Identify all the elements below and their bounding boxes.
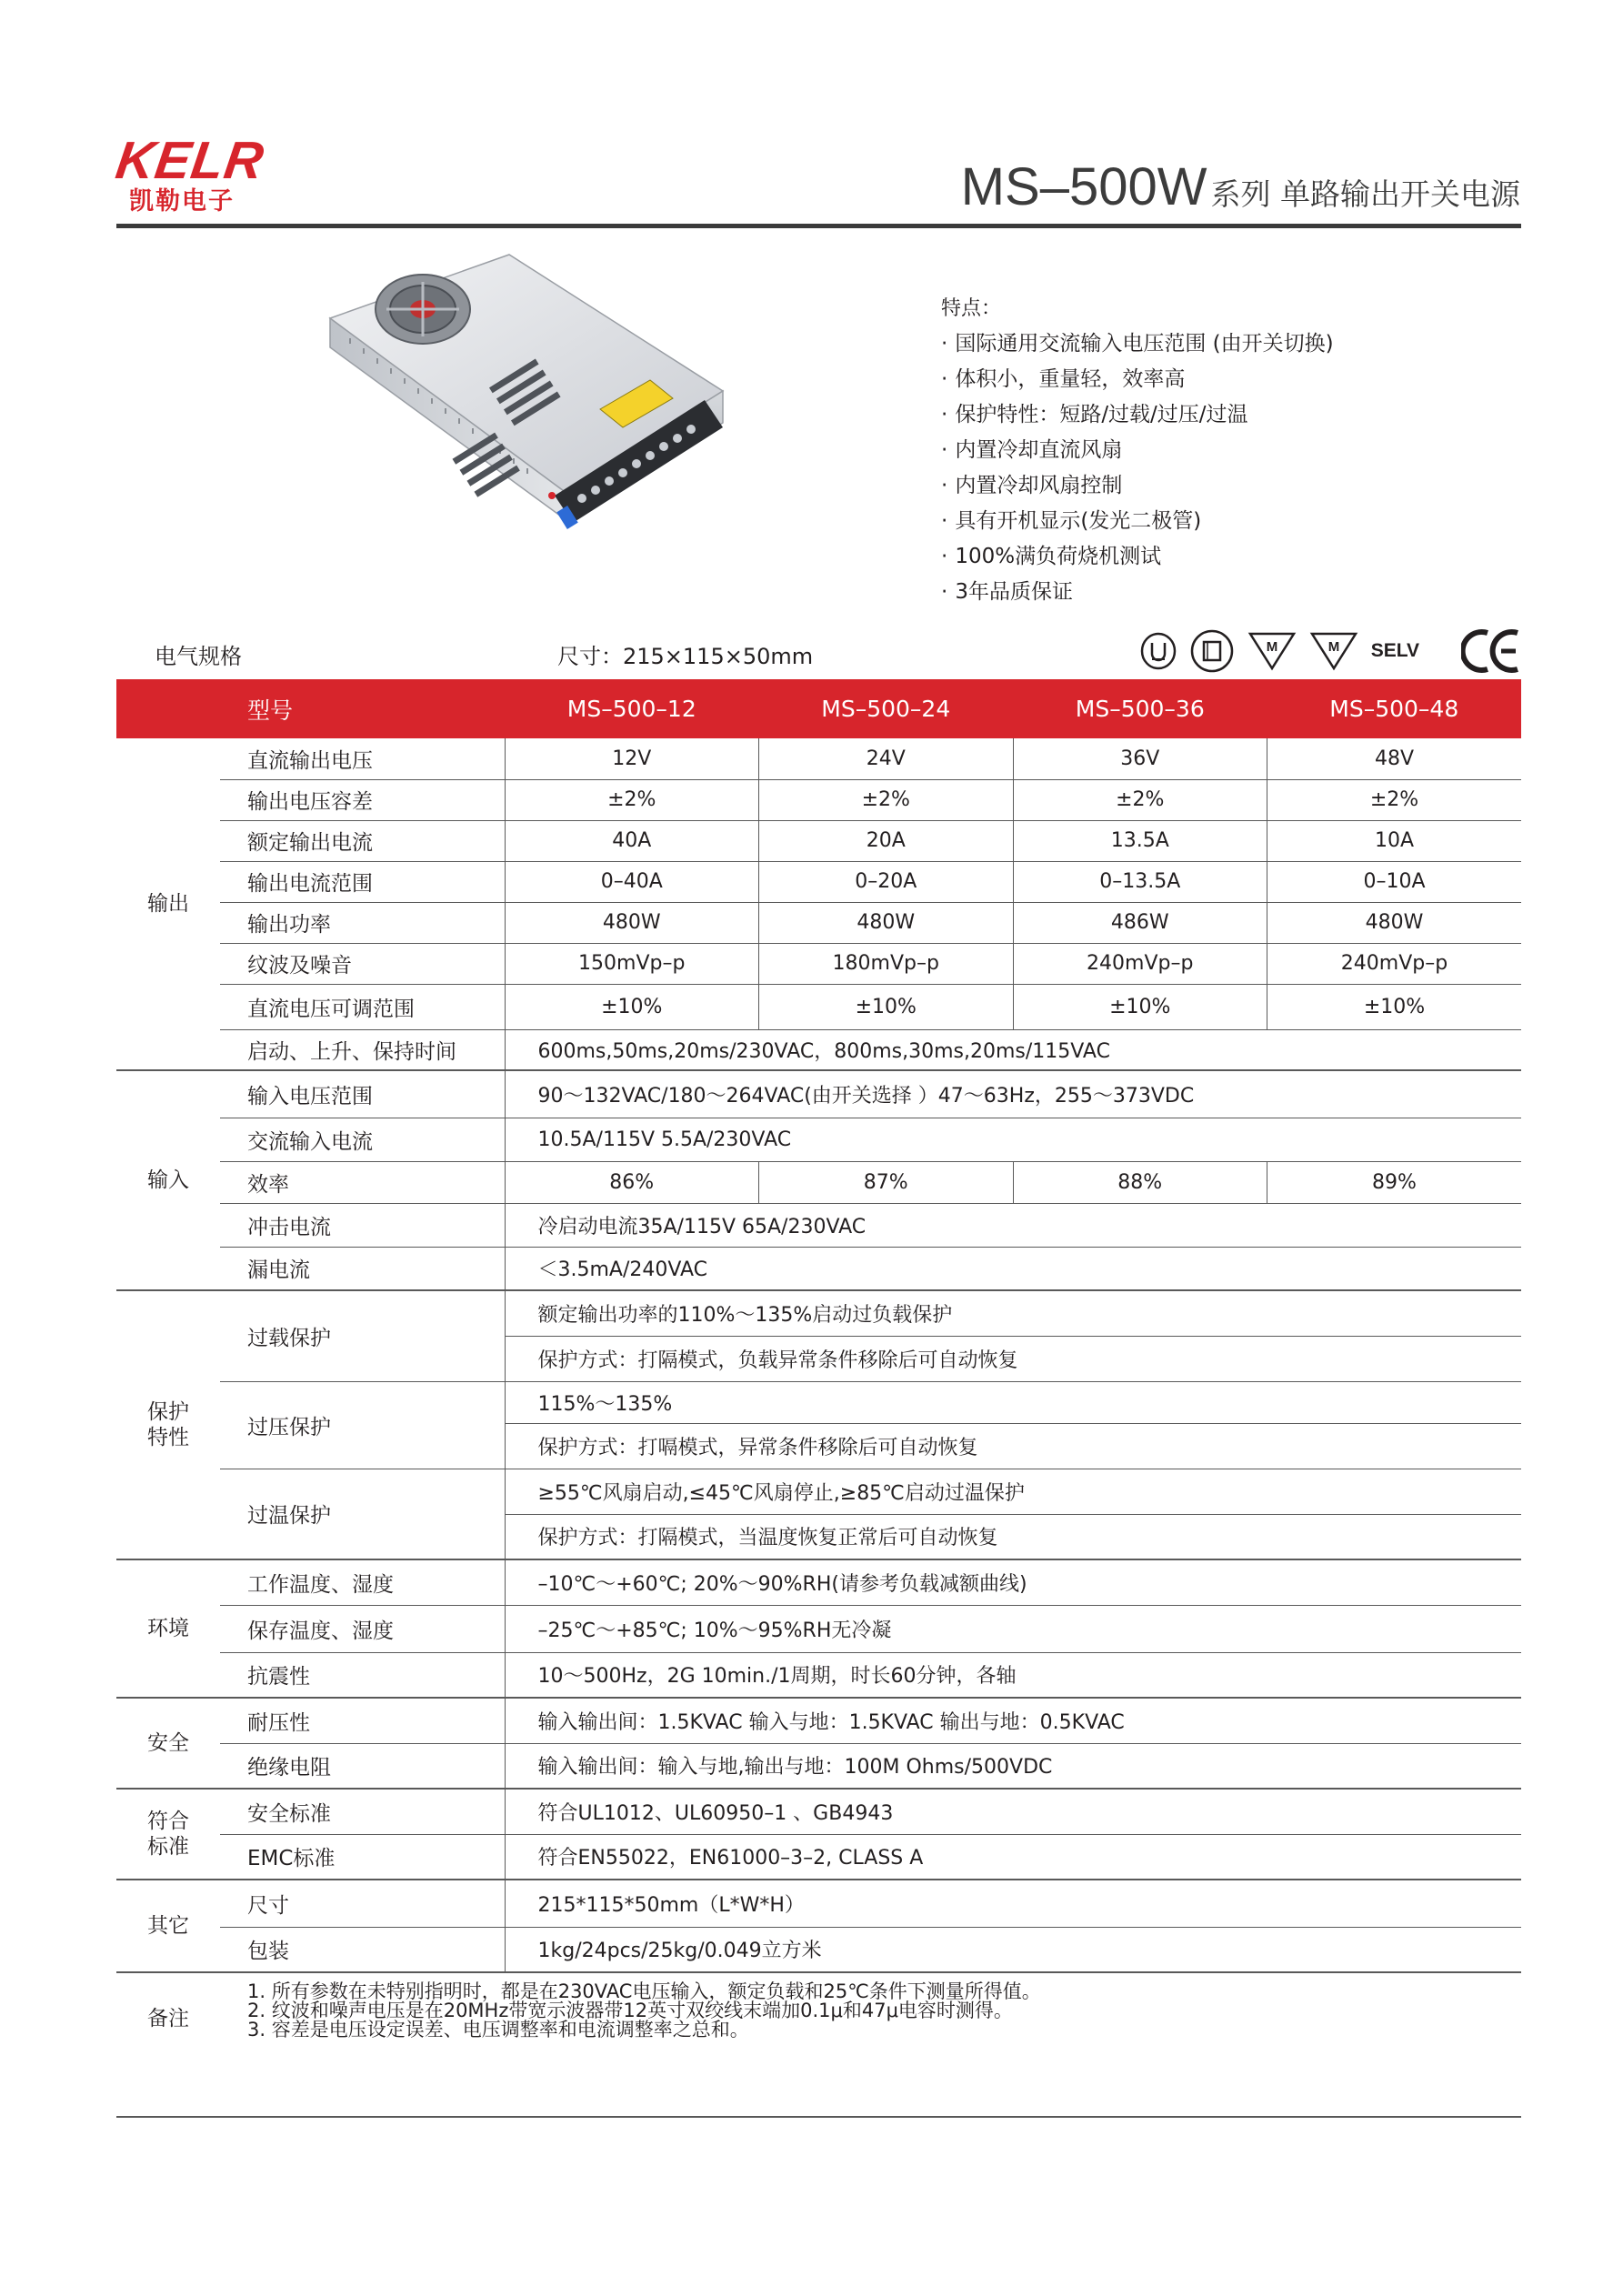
table-row <box>116 1927 1521 1972</box>
feature-item: · 保护特性：短路/过载/过压/过温 <box>941 397 1334 433</box>
header-blank <box>116 679 220 738</box>
cell-value: 冷启动电流35A/115V 65A/230VAC <box>505 1203 1521 1247</box>
table-row <box>116 1290 1521 1336</box>
cell-value: 89% <box>1267 1161 1522 1203</box>
cell-value: 1kg/24pcs/25kg/0.049立方米 <box>505 1927 1521 1972</box>
cell-value: 480W <box>1267 902 1522 943</box>
row-label: 工作温度、湿度 <box>220 1559 505 1605</box>
cell-value: 12V <box>505 738 759 779</box>
table-row <box>116 1698 1521 1743</box>
row-label: 直流电压可调范围 <box>220 984 505 1029</box>
header-model: MS–500–12 <box>505 679 759 738</box>
cell-value: 24V <box>759 738 1014 779</box>
dimension-label: 尺寸：215×115×50mm <box>557 644 814 669</box>
row-label: 输入电压范围 <box>220 1070 505 1118</box>
feature-item: · 国际通用交流输入电压范围 (由开关切换) <box>941 326 1334 362</box>
remarks-text <box>220 1972 1521 2063</box>
group-protection-line1: 保护 <box>147 1400 189 1424</box>
table-row <box>116 1559 1521 1605</box>
cell-value: ±2% <box>759 779 1014 820</box>
cell-value: 保护方式：打隔模式，当温度恢复正常后可自动恢复 <box>505 1514 1521 1559</box>
header-model-label: 型号 <box>220 679 505 738</box>
row-label: 漏电流 <box>220 1247 505 1290</box>
header-model: MS–500–36 <box>1013 679 1267 738</box>
row-label: 过温保护 <box>220 1469 505 1559</box>
footer-divider <box>116 2116 1521 2118</box>
cell-value: 10～500Hz，2G 10min./1周期，时长60分钟，各轴 <box>505 1652 1521 1698</box>
table-row <box>116 1247 1521 1290</box>
row-label: 启动、上升、保持时间 <box>220 1029 505 1070</box>
cell-value: –25℃～+85℃; 10%～95%RH无冷凝 <box>505 1605 1521 1652</box>
page-title <box>961 156 1520 217</box>
cell-value: 215*115*50mm（L*W*H） <box>505 1880 1521 1927</box>
table-row <box>116 902 1521 943</box>
row-label: 额定输出电流 <box>220 820 505 861</box>
feature-item: · 具有开机显示(发光二极管) <box>941 504 1334 539</box>
svg-text:M: M <box>1266 639 1277 655</box>
header-divider <box>116 224 1521 228</box>
cell-value: ±2% <box>1013 779 1267 820</box>
group-output: 输出 <box>116 738 220 1070</box>
cell-value: 输入输出间：输入与地,输出与地：100M Ohms/500VDC <box>505 1743 1521 1789</box>
ul-listed-icon <box>1189 628 1235 674</box>
row-label: 冲击电流 <box>220 1203 505 1247</box>
cell-value: 115%～135% <box>505 1381 1521 1423</box>
cell-value: 10.5A/115V 5.5A/230VAC <box>505 1118 1521 1161</box>
selv-mark: SELV <box>1370 640 1419 661</box>
table-row <box>116 943 1521 984</box>
ce-icon <box>1461 627 1521 675</box>
row-label: 交流输入电流 <box>220 1118 505 1161</box>
row-label: 输出电压容差 <box>220 779 505 820</box>
group-safety: 安全 <box>116 1698 220 1789</box>
cell-value: 0–13.5A <box>1013 861 1267 902</box>
cell-value: ±10% <box>759 984 1014 1029</box>
cell-value: 0–40A <box>505 861 759 902</box>
table-row <box>116 1381 1521 1423</box>
row-label: EMC标准 <box>220 1834 505 1880</box>
row-label: 输出功率 <box>220 902 505 943</box>
table-row <box>116 820 1521 861</box>
group-remarks: 备注 <box>147 2006 189 2030</box>
cell-value: 10A <box>1267 820 1522 861</box>
certification-icons <box>1140 627 1521 675</box>
cell-value: 150mVp–p <box>505 943 759 984</box>
table-row <box>116 1972 1521 2063</box>
row-label: 直流输出电压 <box>220 738 505 779</box>
table-row <box>116 1789 1521 1834</box>
table-row <box>116 779 1521 820</box>
cell-value: 240mVp–p <box>1013 943 1267 984</box>
table-header-row <box>116 679 1521 738</box>
row-label: 保存温度、湿度 <box>220 1605 505 1652</box>
remark-line: 3. 容差是电压设定误差、电压调整率和电流调整率之总和。 <box>247 2019 749 2040</box>
cell-value: 600ms,50ms,20ms/230VAC，800ms,30ms,20ms/115VAC <box>505 1029 1521 1070</box>
row-label: 安全标准 <box>220 1789 505 1834</box>
spec-table <box>116 679 1521 2063</box>
table-row <box>116 1029 1521 1070</box>
remark-line: 1. 所有参数在未特别指明时，都是在230VAC电压输入，额定负载和25℃条件下测量所得值。 <box>247 1980 1041 2002</box>
remark-line: 2. 纹波和噪声电压是在20MHz带宽示波器带12英寸双绞线末端加0.1μ和47μ电容时测得。 <box>247 2000 1013 2021</box>
table-row <box>116 1652 1521 1698</box>
cell-value: 13.5A <box>1013 820 1267 861</box>
cell-value: 87% <box>759 1161 1014 1203</box>
group-other: 其它 <box>116 1880 220 1972</box>
cell-value: 符合EN55022，EN61000–3–2, CLASS A <box>505 1834 1521 1880</box>
cell-value: ±10% <box>505 984 759 1029</box>
group-standards-line2: 标准 <box>147 1835 189 1859</box>
features-list <box>941 291 1334 610</box>
cell-value: 36V <box>1013 738 1267 779</box>
group-standards-line1: 符合 <box>147 1810 189 1833</box>
cell-value: 88% <box>1013 1161 1267 1203</box>
group-environment: 环境 <box>116 1559 220 1698</box>
table-row <box>116 1834 1521 1880</box>
cell-value: –10℃～+60℃; 20%～90%RH(请参考负载减额曲线) <box>505 1559 1521 1605</box>
table-row <box>116 1743 1521 1789</box>
row-label: 效率 <box>220 1161 505 1203</box>
product-image <box>323 246 759 609</box>
table-row <box>116 1880 1521 1927</box>
cell-value: ±10% <box>1013 984 1267 1029</box>
row-label: 包装 <box>220 1927 505 1972</box>
cell-value: ±10% <box>1267 984 1522 1029</box>
brand-name-cn: 凯勒电子 <box>129 187 235 216</box>
table-row <box>116 984 1521 1029</box>
features-title: 特点： <box>941 297 1002 320</box>
cell-value: ±2% <box>505 779 759 820</box>
cell-value: ±2% <box>1267 779 1522 820</box>
table-row <box>116 1118 1521 1161</box>
cell-value: 48V <box>1267 738 1522 779</box>
cell-value: 90～132VAC/180～264VAC(由开关选择 ）47～63Hz，255～373VDC <box>505 1070 1521 1118</box>
table-row <box>116 738 1521 779</box>
brand-name-en: KELR <box>112 131 268 190</box>
feature-item: · 100%满负荷烧机测试 <box>941 539 1334 575</box>
cell-value: 40A <box>505 820 759 861</box>
row-label: 耐压性 <box>220 1698 505 1743</box>
title-series: 系列 单路输出开关电源 <box>1210 176 1520 212</box>
row-label: 输出电流范围 <box>220 861 505 902</box>
cell-value: 输入输出间：1.5KVAC 输入与地：1.5KVAC 输出与地：0.5KVAC <box>505 1698 1521 1743</box>
cell-value: 480W <box>505 902 759 943</box>
table-row <box>116 1070 1521 1118</box>
spec-label: 电气规格 <box>155 644 242 669</box>
m-triangle-icon <box>1309 631 1358 671</box>
row-label: 过载保护 <box>220 1290 505 1381</box>
cell-value: 符合UL1012、UL60950–1 、GB4943 <box>505 1789 1521 1834</box>
cell-value: 240mVp–p <box>1267 943 1522 984</box>
group-protection <box>116 1290 220 1559</box>
cell-value: 86% <box>505 1161 759 1203</box>
spec-bar <box>116 627 1521 675</box>
cell-value: ＜3.5mA/240VAC <box>505 1247 1521 1290</box>
cell-value: 180mVp–p <box>759 943 1014 984</box>
title-model: MS–500W <box>960 157 1207 216</box>
cell-value: 额定输出功率的110%～135%启动过负载保护 <box>505 1290 1521 1336</box>
cell-value: 0–10A <box>1267 861 1522 902</box>
feature-item: · 内置冷却直流风扇 <box>941 433 1334 468</box>
cell-value: 480W <box>759 902 1014 943</box>
feature-item: · 3年品质保证 <box>941 575 1334 610</box>
table-row <box>116 1469 1521 1514</box>
ul-recognized-icon <box>1140 632 1177 670</box>
row-label: 尺寸 <box>220 1880 505 1927</box>
m-triangle-icon <box>1247 631 1297 671</box>
cell-value: 保护方式：打隔模式，负载异常条件移除后可自动恢复 <box>505 1336 1521 1381</box>
table-row <box>116 1161 1521 1203</box>
table-row <box>116 1203 1521 1247</box>
row-label: 过压保护 <box>220 1381 505 1469</box>
group-input: 输入 <box>116 1070 220 1290</box>
svg-text:M: M <box>1327 639 1339 655</box>
group-protection-line2: 特性 <box>147 1426 189 1449</box>
table-row <box>116 1605 1521 1652</box>
header-model: MS–500–24 <box>759 679 1014 738</box>
feature-item: · 体积小，重量轻，效率高 <box>941 362 1334 397</box>
brand-logo <box>112 131 298 216</box>
group-standards <box>116 1789 220 1880</box>
cell-value: 20A <box>759 820 1014 861</box>
row-label: 纹波及噪音 <box>220 943 505 984</box>
cell-value: ≥55℃风扇启动,≤45℃风扇停止,≥85℃启动过温保护 <box>505 1469 1521 1514</box>
row-label: 绝缘电阻 <box>220 1743 505 1789</box>
feature-item: · 内置冷却风扇控制 <box>941 468 1334 504</box>
cell-value: 0–20A <box>759 861 1014 902</box>
cell-value: 保护方式：打嗝模式，异常条件移除后可自动恢复 <box>505 1423 1521 1469</box>
header-model: MS–500–48 <box>1267 679 1522 738</box>
row-label: 抗震性 <box>220 1652 505 1698</box>
table-row <box>116 861 1521 902</box>
cell-value: 486W <box>1013 902 1267 943</box>
